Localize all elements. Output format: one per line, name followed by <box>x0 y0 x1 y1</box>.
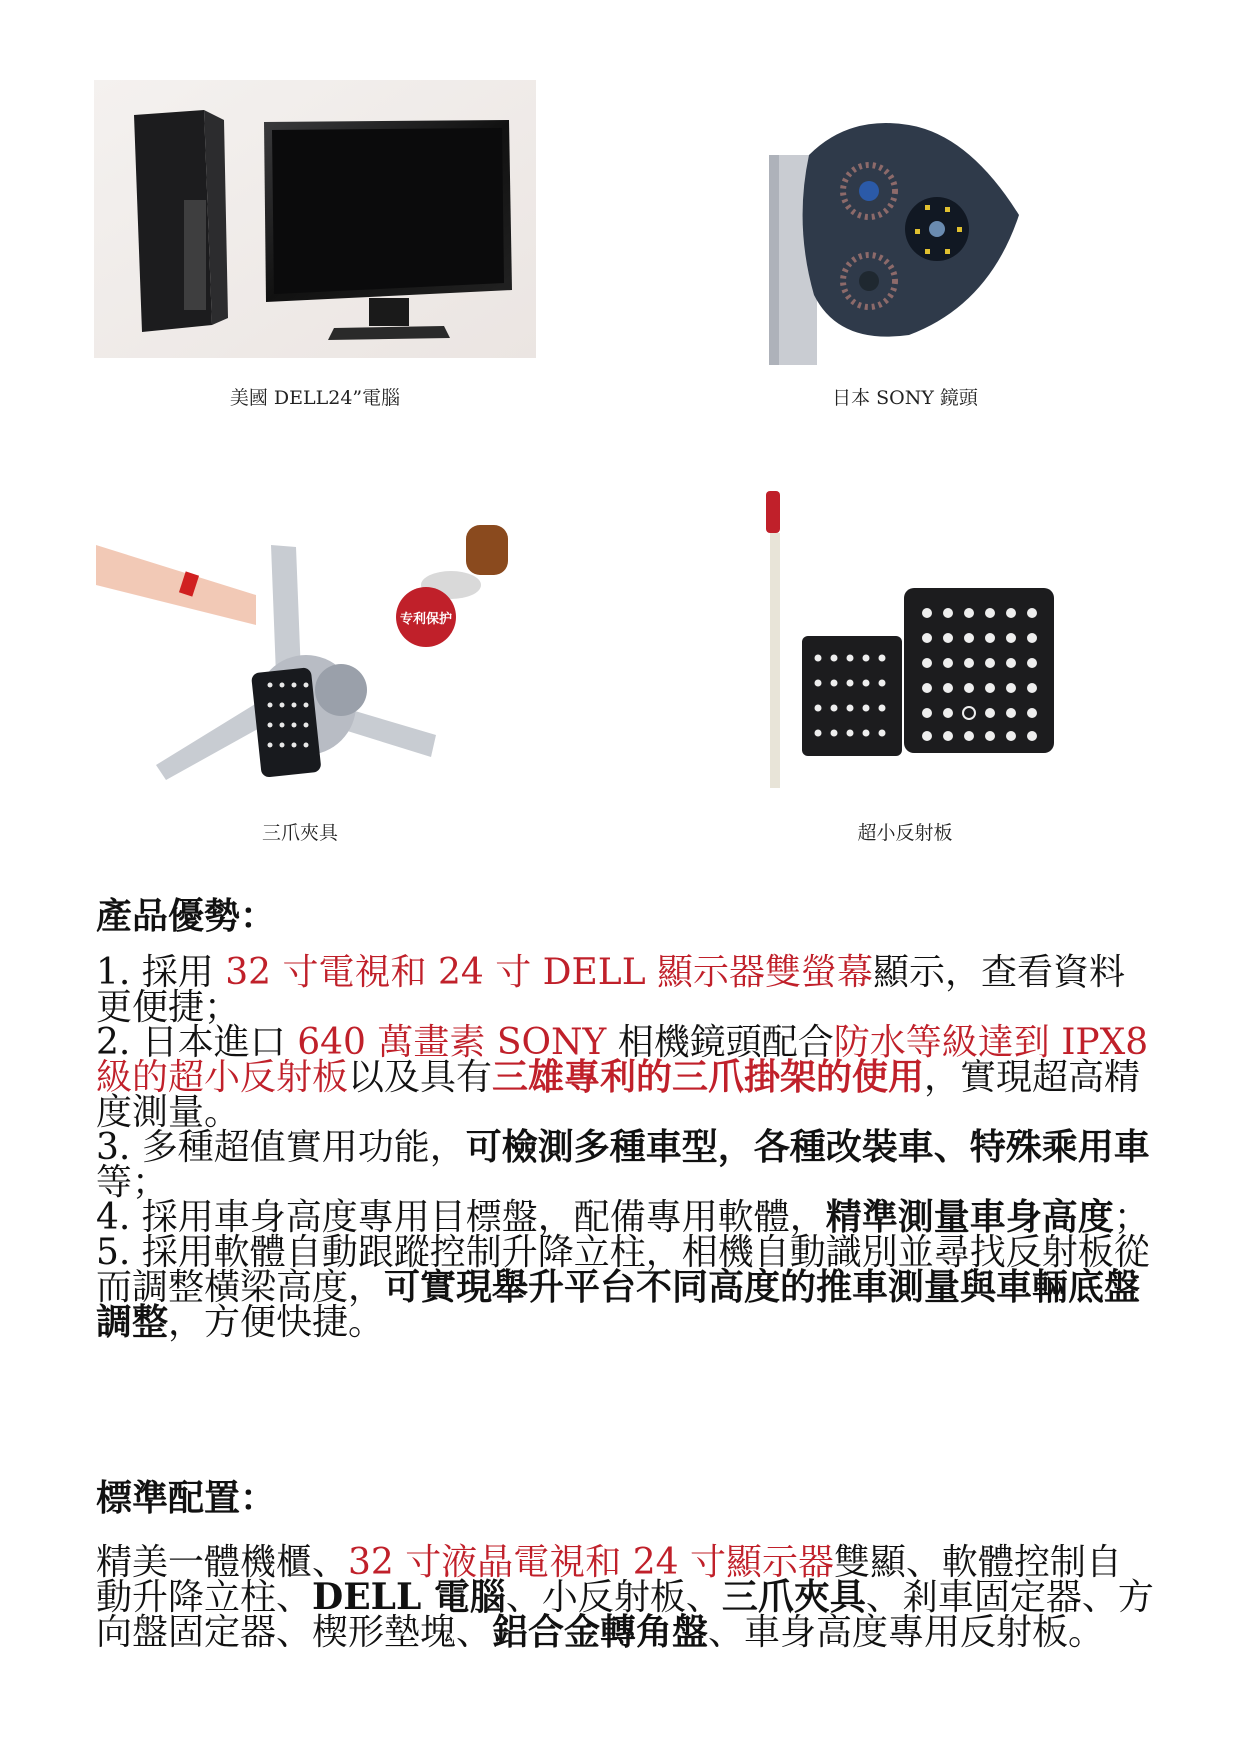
bold-text: DELL 電腦 <box>312 1576 506 1618</box>
text: 2. 日本進口 <box>96 1022 298 1063</box>
sony-camera-caption: 日本 SONY 鏡頭 <box>832 387 978 409</box>
text: 相機鏡頭配合 <box>606 1022 834 1063</box>
advantage-item-3 <box>96 1126 1156 1203</box>
small-reflector-caption: 超小反射板 <box>857 822 953 844</box>
bold-text: 鋁合金轉角盤 <box>492 1611 709 1653</box>
advantage-item-1 <box>96 952 1156 1028</box>
text: 3. 多種超值實用功能， <box>96 1127 466 1168</box>
configuration-text <box>96 1542 1156 1653</box>
small-reflector-photo <box>694 473 1116 798</box>
text: 顯示，查看資料更便捷； <box>96 952 1126 1028</box>
configuration-heading: 標準配置： <box>96 1477 277 1519</box>
text: 等； <box>96 1162 169 1203</box>
text: 以及具有 <box>348 1057 493 1098</box>
text: 、車身高度專用反射板。 <box>708 1612 1105 1653</box>
text: ，實現超高精度測量。 <box>96 1057 1141 1133</box>
text: ，方便快捷。 <box>168 1302 385 1343</box>
advantage-item-4 <box>96 1196 1156 1238</box>
advantages-heading: 產品優勢： <box>96 895 277 937</box>
advantage-item-2 <box>96 1022 1156 1133</box>
bold-text: 精準測量車身高度 <box>825 1196 1114 1238</box>
bold-text: 可檢測多種車型，各種改裝車、特殊乘用車 <box>465 1126 1150 1168</box>
text: 雙顯、軟體控制自動升降立柱、 <box>96 1542 1122 1618</box>
text: ； <box>1113 1197 1150 1238</box>
text: 4. 採用車身高度專用目標盤，配備專用軟體， <box>96 1197 826 1238</box>
patent-seal-text: 专利保护 <box>399 612 453 627</box>
dell-computer-caption: 美國 DELL24”電腦 <box>229 387 401 409</box>
highlight-text: 32 寸電視和 24 寸 DELL 顯示器雙螢幕 <box>225 952 874 993</box>
text: 精美一體機櫃、 <box>96 1542 349 1583</box>
three-claw-clamp-photo <box>96 525 526 795</box>
bold-text: 三爪夾具 <box>721 1576 866 1618</box>
text: 、剎車固定器、方向盤固定器、楔形墊塊、 <box>96 1577 1154 1653</box>
advantages-list <box>96 952 1156 1343</box>
highlight-bold-text: 三雄專利的三爪掛架的使用 <box>492 1056 925 1098</box>
sony-camera-photo <box>769 95 1034 370</box>
text: 1. 採用 <box>96 952 226 993</box>
highlight-text: 32 寸液晶電視和 24 寸顯示器 <box>348 1542 834 1583</box>
highlight-text: 640 萬畫素 SONY <box>297 1022 607 1063</box>
highlight-text: 防水等級達到 IPX8 級的超小反射板 <box>96 1022 1149 1098</box>
bold-text: 可實現舉升平台不同高度的推車測量與車輛底盤調整 <box>96 1266 1141 1343</box>
advantage-item-5 <box>96 1232 1156 1343</box>
text: 、小反射板、 <box>505 1577 722 1618</box>
three-claw-clamp-caption: 三爪夾具 <box>261 822 338 844</box>
dell-computer-photo <box>94 80 536 358</box>
text: 5. 採用軟體自動跟蹤控制升降立柱，相機自動識別並尋找反射板從而調整橫梁高度， <box>96 1232 1150 1308</box>
